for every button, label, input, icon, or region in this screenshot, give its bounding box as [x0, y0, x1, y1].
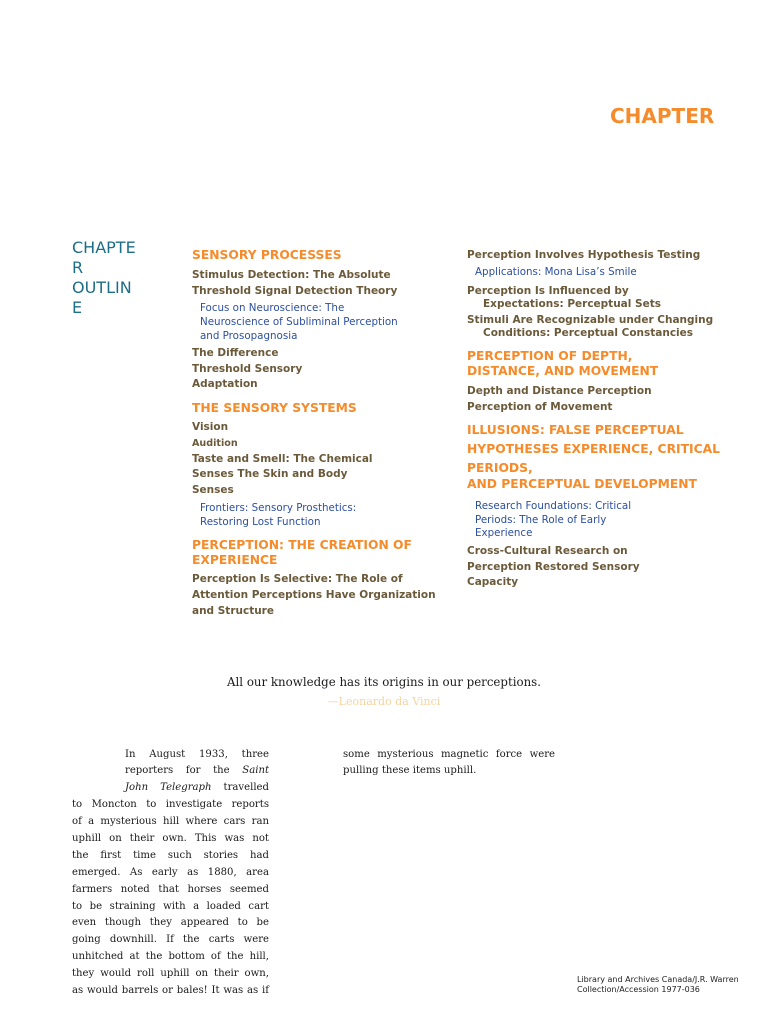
outline-title-line: OUTLIN — [72, 278, 132, 297]
photo-credit-line: Collection/Accession 1977-036 — [577, 985, 700, 994]
outline-heading-line: PERIODS, — [467, 460, 533, 475]
body-line: as would barrels or bales! It was as if — [72, 984, 269, 996]
photo-credit-line: Library and Archives Canada/J.R. Warren — [577, 975, 739, 984]
outline-topic — [467, 285, 661, 311]
outline-topic-line: Perception Restored Sensory — [467, 560, 640, 573]
outline-topic-line: Perception of Movement — [467, 401, 613, 413]
outline-heading-line: DISTANCE, AND MOVEMENT — [467, 363, 659, 378]
chapter-label: CHAPTER — [610, 104, 715, 128]
body-line: emerged. As early as 1880, area — [72, 866, 269, 878]
outline-feature-line: Focus on Neuroscience: The — [200, 302, 345, 314]
outline-feature-line: Applications: Mona Lisa’s Smile — [475, 266, 637, 278]
body-line: pulling these items uphill. — [343, 765, 477, 777]
outline-topic — [192, 346, 302, 393]
outline-topic-line: Taste and Smell: The Chemical — [192, 452, 373, 465]
outline-section-heading — [192, 247, 342, 263]
outline-topic — [192, 420, 373, 499]
body-line: uphill on their own. This was not — [72, 832, 269, 844]
outline-heading-line: EXPERIENCE — [192, 552, 278, 567]
outline-topic-line: Conditions: Perceptual Constancies — [483, 326, 694, 339]
body-line: In August 1933, three — [125, 748, 269, 760]
outline-heading-line: THE SENSORY SYSTEMS — [192, 401, 357, 415]
outline-topic — [192, 267, 397, 299]
outline-topic-line: Senses The Skin and Body — [192, 468, 348, 481]
outline-topic — [467, 544, 640, 591]
outline-feature — [192, 501, 356, 529]
outline-topic-line: Adaptation — [192, 378, 258, 391]
outline-topic — [192, 571, 436, 619]
outline-heading-line: ILLUSIONS: FALSE PERCEPTUAL — [467, 422, 684, 437]
outline-topic-line: Threshold Sensory — [192, 362, 303, 375]
outline-topic-line: Cross-Cultural Research on — [467, 545, 628, 558]
outline-heading-line: AND PERCEPTUAL DEVELOPMENT — [467, 476, 697, 491]
outline-topic-line: Expectations: Perceptual Sets — [483, 297, 661, 310]
outline-feature-line: Frontiers: Sensory Prosthetics: — [200, 502, 357, 514]
outline-topic-line: Threshold Signal Detection Theory — [192, 285, 398, 297]
chapter-outline-title — [72, 238, 136, 318]
outline-topic-line: Capacity — [467, 576, 519, 589]
outline-topic-line: Perception Involves Hypothesis Testing — [467, 249, 701, 261]
outline-title-line: R — [72, 258, 84, 277]
newspaper-name-text: Saint — [242, 765, 269, 777]
outline-topic-line: and Structure — [192, 605, 274, 617]
outline-topic-line: Vision — [192, 421, 229, 433]
outline-topic-line: Stimuli Are Recognizable under Changing — [467, 313, 714, 326]
outline-topic-line: The Difference — [192, 347, 279, 360]
photo-credit — [577, 975, 739, 995]
body-line: some mysterious magnetic force were — [343, 748, 555, 760]
outline-feature-line: Periods: The Role of Early — [475, 513, 607, 526]
outline-topic — [467, 247, 700, 263]
outline-topic-line: Attention Perceptions Have Organization — [192, 589, 436, 601]
outline-section-heading — [192, 400, 357, 416]
body-column-right — [343, 747, 555, 781]
outline-topic — [467, 314, 713, 340]
outline-feature — [467, 265, 637, 279]
outline-feature-line: Experience — [475, 527, 533, 540]
outline-topic-line: Audition — [192, 437, 238, 449]
body-line: of a mysterious hill where cars ran — [72, 816, 269, 828]
outline-topic-line: Senses — [192, 484, 234, 496]
outline-section-heading — [192, 538, 412, 568]
outline-feature-line: and Prosopagnosia — [200, 330, 298, 342]
outline-feature-line: Neuroscience of Subliminal Perception — [200, 316, 398, 328]
outline-topic — [467, 383, 652, 415]
body-line — [72, 780, 269, 797]
outline-topic-line: Perception Is Influenced by — [467, 284, 629, 297]
body-line: unhitched at the bottom of the hill, — [72, 951, 269, 963]
newspaper-name-text: John Telegraph — [125, 782, 212, 794]
outline-section-heading — [467, 421, 720, 491]
body-line: they would roll uphill on their own, — [72, 968, 269, 980]
outline-title-line: E — [72, 298, 83, 317]
outline-topic-line: Stimulus Detection: The Absolute — [192, 269, 391, 281]
body-line: even though they appeared to be — [72, 917, 269, 929]
body-line: the first time such stories had — [72, 849, 269, 861]
body-line: farmers noted that horses seemed — [72, 883, 269, 895]
body-column-left — [72, 747, 269, 1000]
body-line-text: travelled — [211, 782, 269, 794]
outline-feature-line: Restoring Lost Function — [200, 516, 321, 528]
outline-topic-line: Depth and Distance Perception — [467, 385, 652, 397]
epigraph-attribution: —Leonardo da Vinci — [327, 695, 441, 708]
epigraph-quote: All our knowledge has its origins in our perceptions. — [227, 675, 541, 689]
outline-title-line: CHAPTE — [72, 238, 136, 257]
outline-heading-line: PERCEPTION: THE CREATION OF — [192, 537, 412, 552]
outline-feature — [192, 301, 398, 343]
outline-section-heading — [467, 349, 658, 379]
outline-heading-line: PERCEPTION OF DEPTH, — [467, 348, 633, 363]
outline-heading-line: HYPOTHESES EXPERIENCE, CRITICAL — [467, 441, 720, 456]
body-line: to be straining with a loaded cart — [72, 900, 269, 912]
body-line: to Moncton to investigate reports — [72, 799, 269, 811]
outline-heading-line: SENSORY PROCESSES — [192, 248, 342, 262]
outline-feature-line: Research Foundations: Critical — [475, 500, 632, 513]
body-line: going downhill. If the carts were — [72, 934, 269, 946]
body-line-text: reporters for the — [125, 765, 243, 777]
outline-topic-line: Perception Is Selective: The Role of — [192, 573, 403, 585]
outline-feature — [467, 500, 631, 541]
body-line — [72, 763, 269, 780]
